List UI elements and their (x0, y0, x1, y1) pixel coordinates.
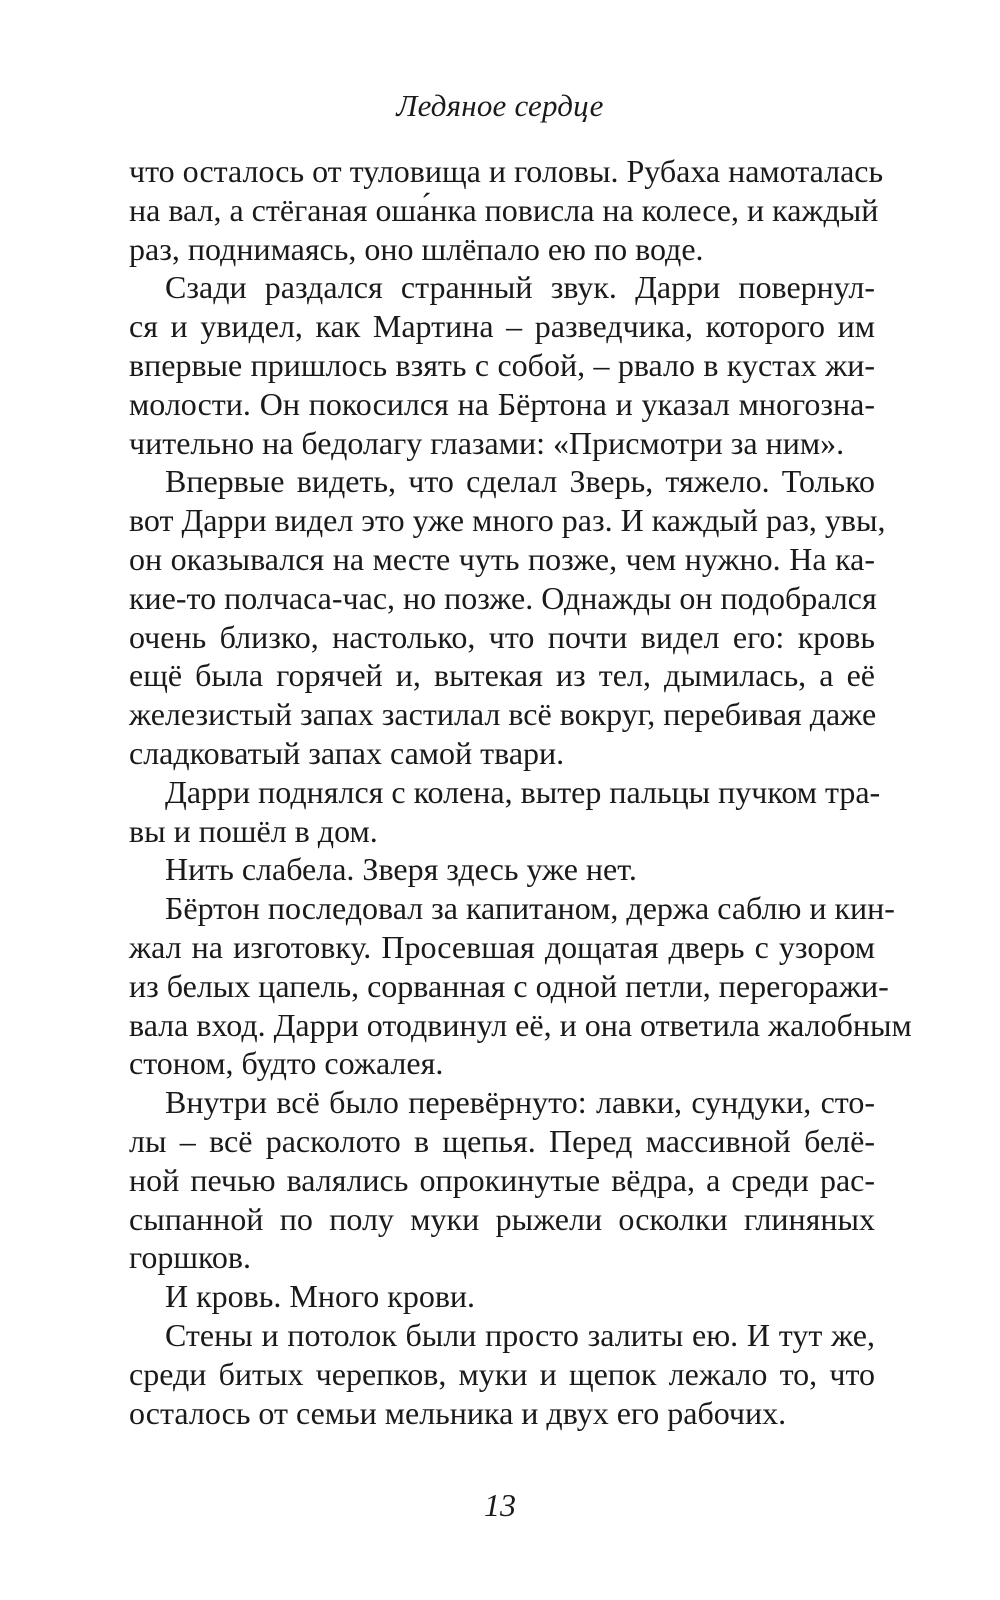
text-line: лы – всё расколото в щепья. Перед массивной белё- (129, 1122, 875, 1159)
text-line: среди битых черепков, муки и щепок лежало то, что (129, 1355, 875, 1392)
text-line: вы и пошёл в дом. (129, 812, 378, 849)
text-line: раз, поднимаясь, оно шлёпало ею по воде. (129, 230, 704, 267)
text-line: он оказывался на месте чуть позже, чем нужно. На ка- (129, 540, 875, 577)
text-line: вот Дарри видел это уже много раз. И каждый раз, увы, (129, 502, 886, 539)
text-line: сыпанной по полу муки рыжели осколки глиняных (129, 1200, 875, 1237)
text-line: ся и увидел, как Мартина – разведчика, которого им (129, 308, 875, 345)
text-line: Бёртон последовал за капитаном, держа саблю и кин- (165, 890, 895, 927)
text-line: жал на изготовку. Просевшая дощатая дверь с узором (129, 928, 875, 965)
text-line: стоном, будто сожалея. (129, 1045, 444, 1082)
text-line: горшков. (129, 1239, 251, 1276)
text-line: что осталось от туловища и головы. Рубаха намоталась (129, 153, 884, 189)
text-line: Нить слабела. Зверя здесь уже нет. (165, 851, 637, 888)
text-line: чительно на бедолагу глазами: «Присмотри за ним». (129, 424, 845, 461)
text-line: молости. Он покосился на Бёртона и указал многозна- (129, 385, 875, 422)
text-line: И кровь. Много крови. (165, 1278, 476, 1315)
text-line: на вал, а стёганая оша́нка повисла на колесе, и каждый (129, 191, 879, 228)
text-line: впервые пришлось взять с собой, – рвало в кустах жи- (129, 346, 875, 383)
text-line: очень близко, настолько, что почти видел его: кровь (129, 618, 875, 655)
text-line: Сзади раздался странный звук. Дарри повернул- (165, 269, 875, 306)
text-line: кие-то полчаса-час, но позже. Однажды он подобрался (129, 579, 877, 616)
body-text (129, 152, 912, 1432)
text-line: сладковатый запах самой твари. (129, 734, 565, 771)
text-line: Впервые видеть, что сделал Зверь, тяжело. Только (165, 463, 875, 500)
running-head: Ледяное сердце (396, 88, 604, 123)
text-line: ещё была горячей и, вытекая из тел, дымилась, а её (129, 657, 875, 694)
text-line: Стены и потолок были просто залиты ею. И тут же, (165, 1316, 875, 1353)
text-line: железистый запах застилал всё вокруг, перебивая даже (129, 696, 877, 733)
text-line: из белых цапель, сорванная с одной петли, перегоражи- (129, 967, 889, 1004)
text-line: осталось от семьи мельника и двух его рабочих. (129, 1394, 787, 1431)
text-line: ной печью валялись опрокинутые вёдра, а среди рас- (129, 1161, 875, 1198)
text-line: вала вход. Дарри отодвинул её, и она ответила жалобным (129, 1006, 912, 1043)
text-line: Дарри поднялся с колена, вытер пальцы пучком тра- (165, 773, 881, 810)
text-line: Внутри всё было перевёрнуто: лавки, сундуки, сто- (165, 1084, 875, 1121)
page-number: 13 (484, 1487, 516, 1523)
